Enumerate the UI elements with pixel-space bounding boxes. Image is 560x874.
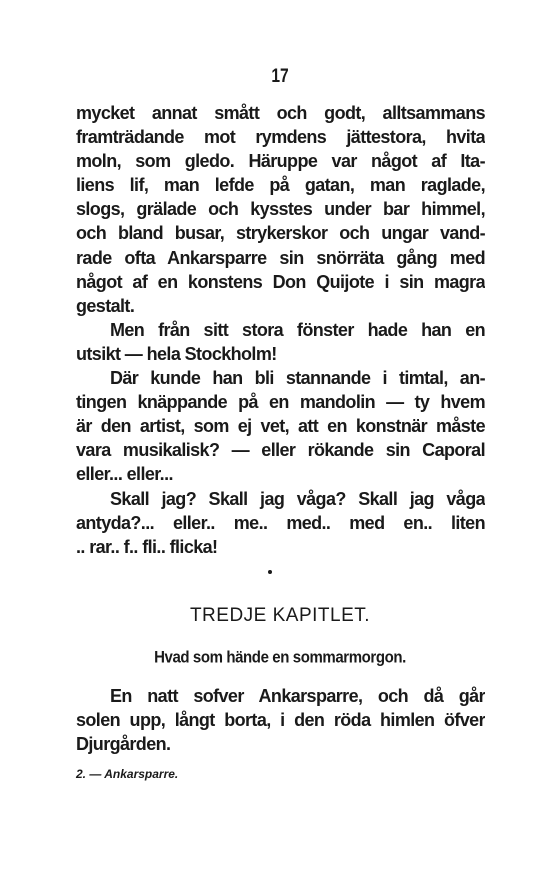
text-line: gestalt. — [76, 295, 135, 316]
text-line: är den artist, som ej vet, att en konstnär måste — [76, 416, 485, 437]
chapter-text — [76, 684, 485, 756]
text-line: rade ofta Ankarsparre sin snörräta gång med — [76, 247, 485, 268]
text-line: Där kunde han bli stannande i timtal, an- — [110, 368, 485, 389]
text-line: antyda?... eller.. me.. med.. med en.. liten — [76, 512, 485, 533]
text-line: solen upp, långt borta, i den röda himlen öfver — [76, 710, 485, 731]
signature-mark: 2. — Ankarsparre. — [76, 767, 179, 781]
text-line: tingen knäppande på en mandolin — ty hvem — [76, 392, 485, 413]
text-line: Djurgården. — [76, 734, 171, 755]
text-line: framträdande mot rymdens jättestora, hvita — [76, 127, 485, 148]
text-line: Skall jag? Skall jag våga? Skall jag våga — [110, 488, 485, 509]
text-line: något af en konstens Don Quijote i sin magra — [76, 271, 485, 292]
body-text — [76, 101, 485, 559]
chapter-heading: TREDJE KAPITLET. — [189, 605, 371, 626]
text-line: .. rar.. f.. fli.. flicka! — [76, 536, 218, 557]
ornament-dot — [268, 570, 272, 574]
text-line: Men från sitt stora fönster hade han en — [110, 319, 485, 340]
text-line: liens lif, man lefde på gatan, man raglade, — [76, 175, 485, 196]
text-line: mycket annat smått och godt, alltsammans — [76, 103, 485, 123]
text-line: slogs, grälade och kysstes under bar himmel, — [76, 199, 485, 220]
text-line: utsikt — hela Stockholm! — [76, 343, 277, 364]
chapter-subtitle: Hvad som hände en sommarmorgon. — [154, 648, 406, 667]
text-line: vara musikalisk? — eller rökande sin Caporal — [76, 440, 485, 461]
text-line: och bland busar, strykerskor och ungar vand- — [76, 223, 485, 244]
page-number: 17 — [271, 66, 289, 87]
text-line: moln, som gledo. Häruppe var något af Ita- — [76, 151, 485, 172]
text-line: En natt sofver Ankarsparre, och då går — [110, 686, 485, 706]
text-line: eller... eller... — [76, 464, 173, 485]
